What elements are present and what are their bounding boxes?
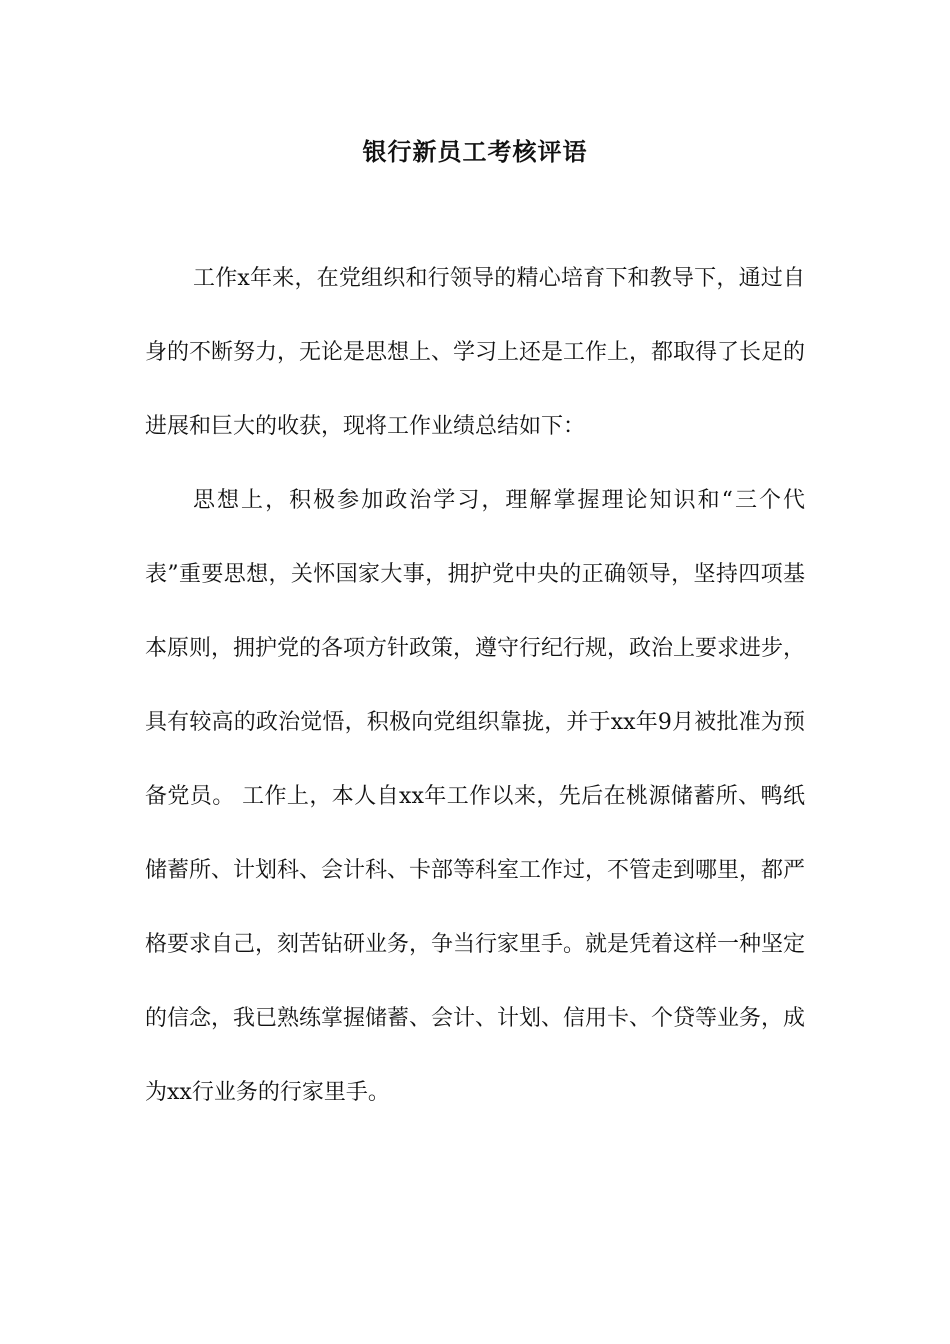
paragraph-1-block bbox=[145, 242, 805, 464]
paragraph-1: 工作x年来，在党组织和行领导的精心培育下和教导下，通过自身的不断努力，无论是思想上、学习上还是工作上，都取得了长足的进展和巨大的收获，现将工作业绩总结如下： bbox=[145, 266, 806, 439]
document-title: 银行新员工考核评语 bbox=[362, 137, 588, 166]
paragraph-2: 思想上，积极参加政治学习，理解掌握理论知识和“三个代表”重要思想，关怀国家大事，拥护党中央的正确领导，坚持四项基本原则，拥护党的各项方针政策，遵守行纪行规，政治上要求进步，具有较高的政治觉悟，积极向党组织靠拢，并于xx年9月被批准为预备党员。 工作上，本人自xx年工作以来，先后在桃源储蓄所、鸭纸储蓄所、计划科、会计科、卡部等科室工作过，不管走到哪里，都严格要求自己，刻苦钻研业务，争当行家里手。就是凭着这样一种坚定的信念，我已熟练掌握储蓄、会计、计划、信用卡、个贷等业务，成为xx行业务的行家里手。 bbox=[145, 488, 806, 1105]
paragraph-2-block bbox=[145, 464, 805, 1130]
